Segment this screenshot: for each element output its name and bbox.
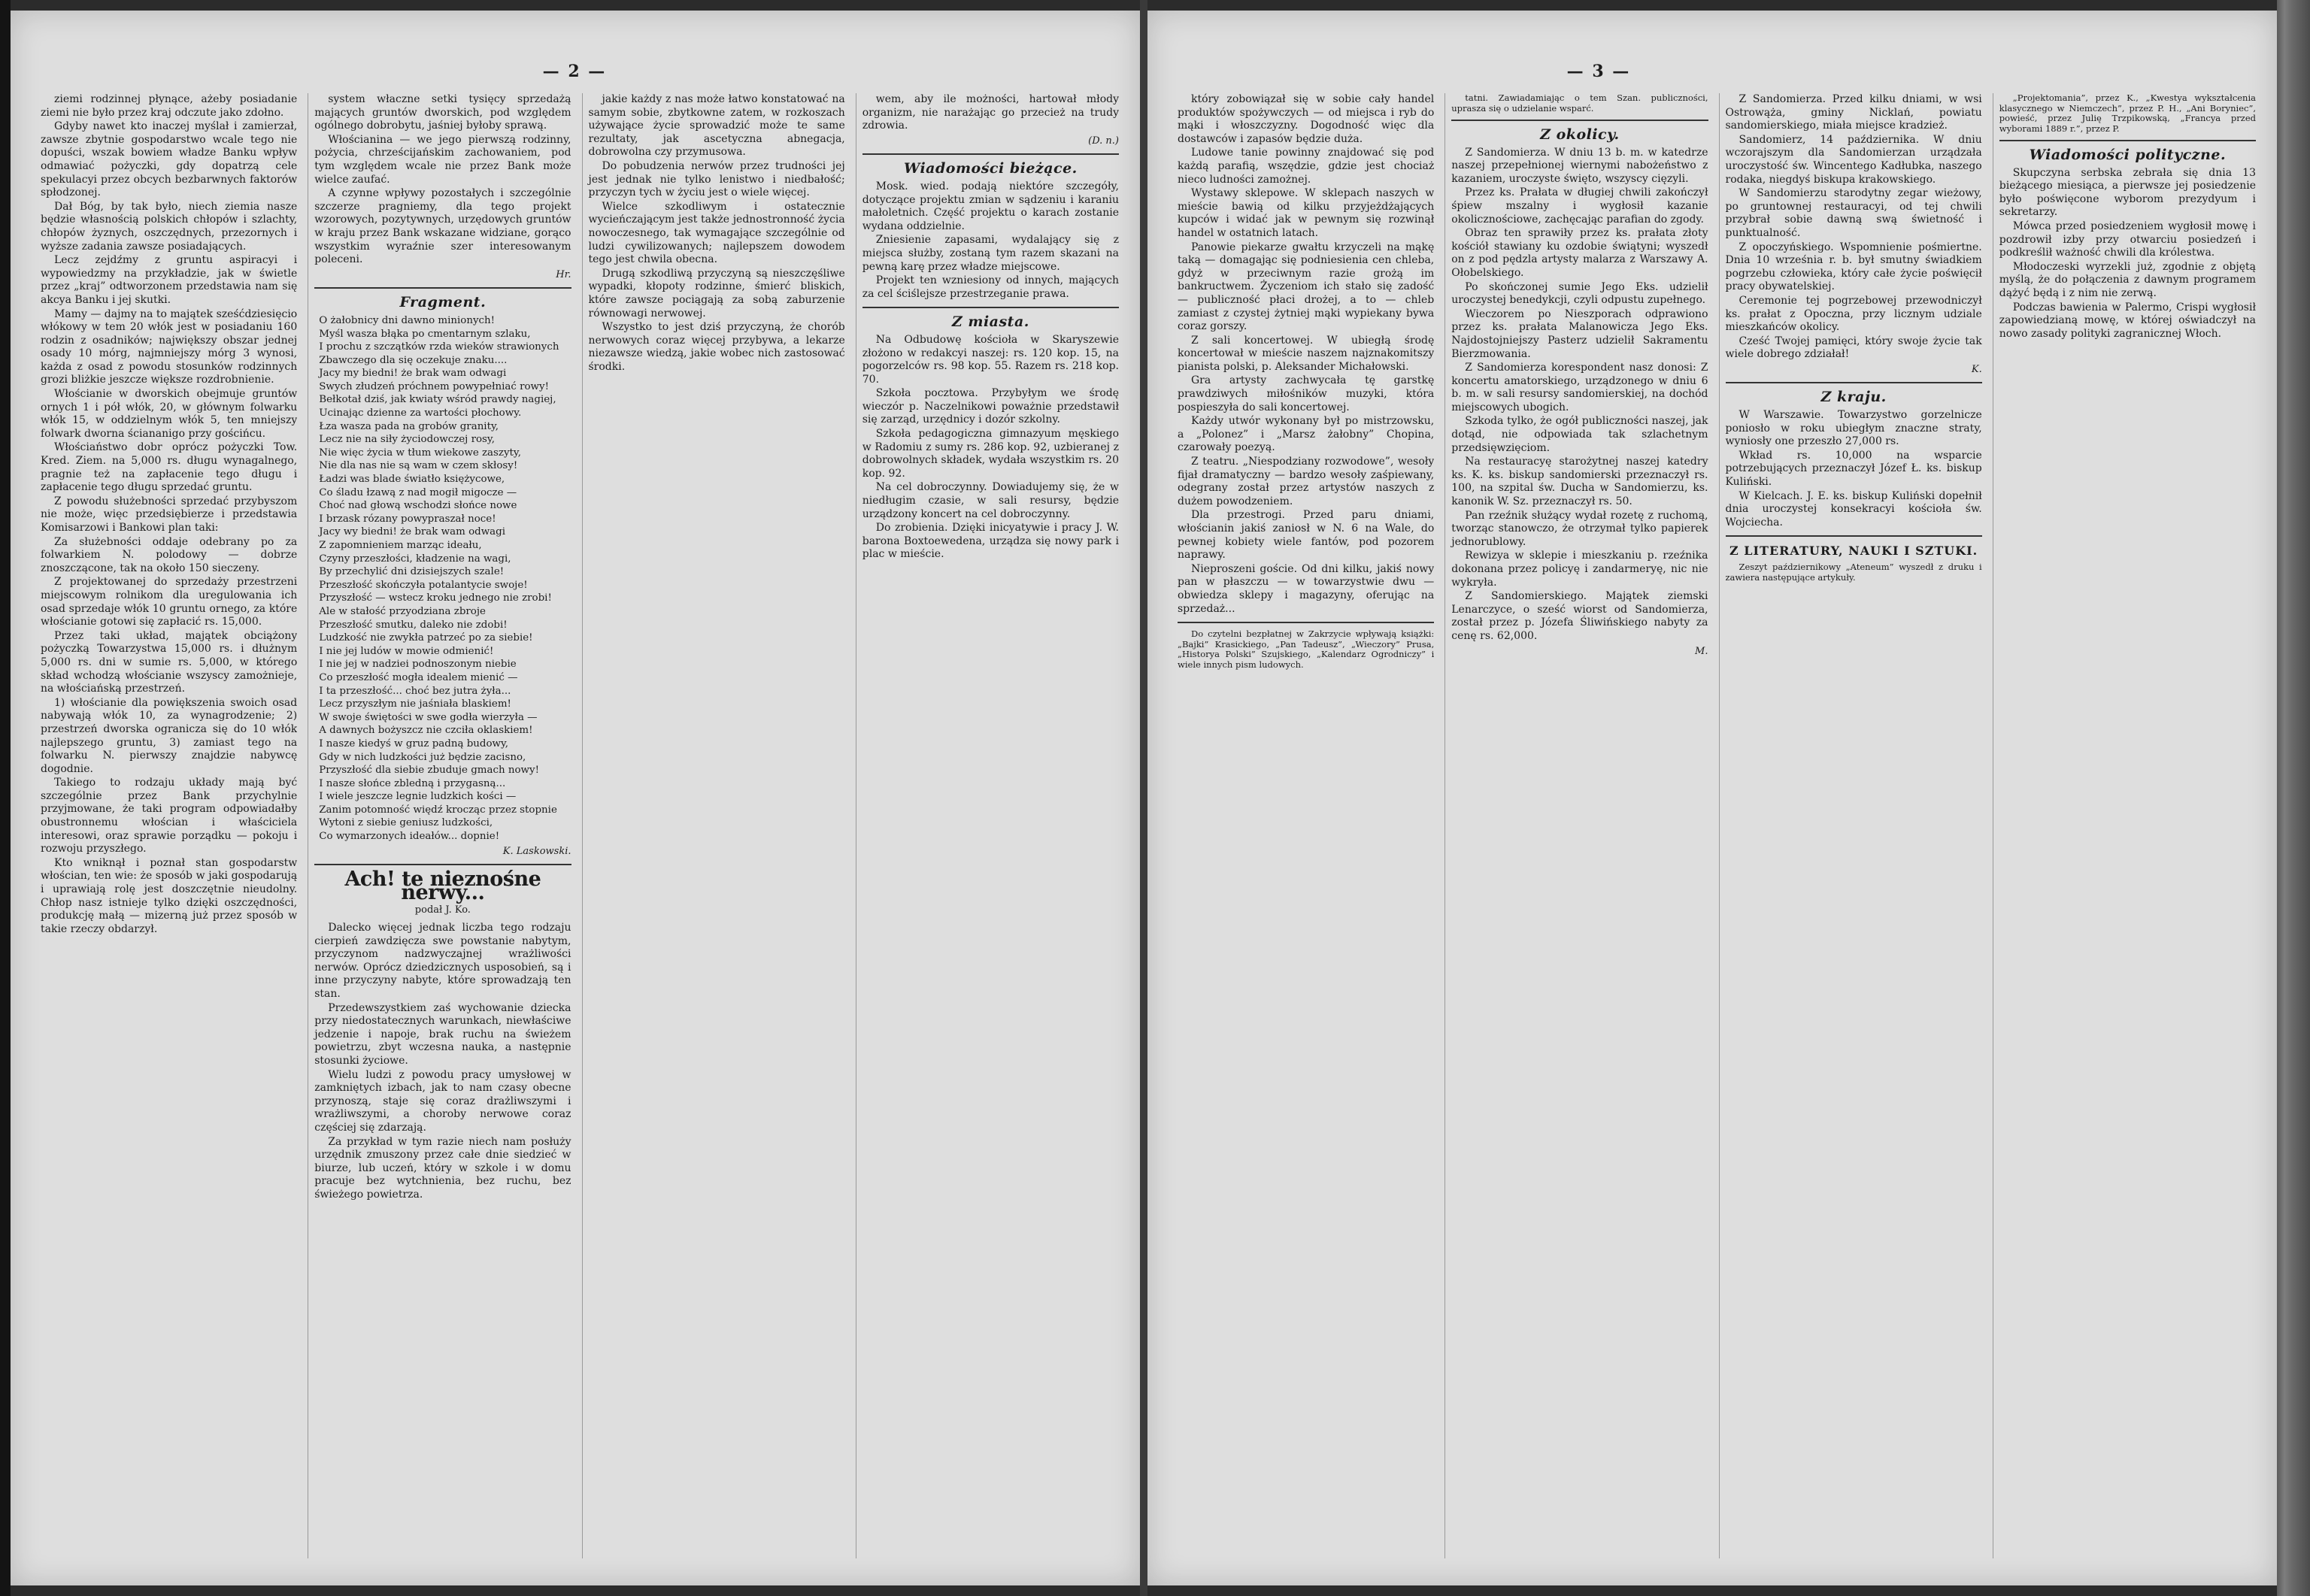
poem-line: Jacy my biedni! że brak wam odwagi: [319, 368, 507, 380]
poem-line: Swych złudzeń próchnem powypełniać rowy!: [319, 380, 549, 392]
paragraph: Rewizya w sklepie i mieszkaniu p. rzeźnika dokonana przez policyę i zandarmeryę, nic nie wykryła.: [1451, 550, 1708, 589]
poem-line: O żałobnicy dni dawno minionych!: [319, 314, 496, 326]
paragraph: Przez taki układ, majątek obciążony pożyczką Towarzystwa 15,000 rs. i dłużnym 5,000 rs. dni w sumie rs. 5,000, w którego skład wchodzą włościanie wszyscy zamożnieje, na włościańską przestrzeń.: [41, 629, 298, 695]
fragment-poem: [314, 314, 571, 843]
divider: [1999, 140, 2256, 141]
paragraph: Wystawy sklepowe. W sklepach naszych w mieście bawią od kilku przyjeżdżających kupców i widać jak w pewnym się rozwinął handel w ostatnich latach.: [1178, 187, 1435, 239]
divider: [1726, 535, 1982, 537]
continued-note: (D. n.): [1088, 135, 1119, 147]
column-5: [1178, 93, 1434, 1558]
paragraph: Do pobudzenia nerwów przez trudności jej jest jednak nie tylko lenistwo i niedbałość; przyczyn tych w życiu jest o wiele więcej.: [588, 159, 845, 199]
poem-line: I ta przeszłość... choć bez jutra żyła...: [319, 685, 511, 697]
paragraph: Panowie piekarze gwałtu krzyczeli na mąkę taką — domagając się podniesienia cen chleba, gdyż w przeciwnym razie grożą im bankructwem. Życzeniom ich stało się zadość — publiczność płaci drożej, a to — chleb zamiast z czystej żytniej mąki wypiekany bywa coraz gorszy.: [1178, 241, 1435, 333]
paragraph: Po skończonej sumie Jego Eks. udzielił uroczystej benedykcji, czyli odpustu zupełnego.: [1451, 280, 1708, 307]
paragraph: Z opoczyńskiego. Wspomnienie pośmiertne. Dnia 10 września r. b. był smutny świadkiem pogrzebu człowieka, który całe życie poświęcił pracy obywatelskiej.: [1725, 241, 1982, 293]
paragraph: W Warszawie. Towarzystwo gorzelnicze poniosło w roku ubiegłym znaczne straty, wyniosły one przeszło 27,000 rs.: [1725, 409, 1982, 448]
poem-line: Nie dla nas nie są wam w czem skłosy!: [319, 460, 518, 472]
paragraph: Wkład rs. 10,000 na wsparcie potrzebujących przeznaczył Józef Ł. ks. biskup Kuliński.: [1725, 449, 1982, 489]
region-heading: Z okolicy.: [1540, 126, 1620, 143]
poem-line: Myśl wasza błąka po cmentarnym szlaku,: [319, 328, 531, 340]
paragraph: Mówca przed posiedzeniem wygłosił mowę i pozdrowił izby przy otwarciu posiedzeń i podkreślił ważność chwili dla królestwa.: [1999, 220, 2256, 259]
paragraph: Wielce szkodliwym i ostatecznie wycieńczającym jest także jednostronność życia nowoczesnego, tak wymagające szczególnie od ludzi cywilizowanych; najlepszem dowodem tego jest chwila obecna.: [588, 200, 845, 266]
poem-line: Jacy wy biedni! że brak wam odwagi: [319, 526, 505, 538]
poem-line: Co wymarzonych ideałów... dopnie!: [319, 831, 500, 843]
paragraph: system właczne setki tysięcy sprzedażą mających gruntów dworskich, pod względem ogólnego dobrobytu, jaśniej byłoby sprawą.: [314, 93, 571, 132]
signature: Hr.: [556, 268, 571, 280]
page-right: [1147, 11, 2277, 1585]
column-7: [1719, 93, 1982, 1558]
poem-line: I nie jej w nadziei podnoszonym niebie: [319, 659, 517, 671]
poem-line: Gdy w nich ludzkości już będzie zacisno,: [319, 751, 526, 763]
book-edge-right: [2277, 0, 2310, 1596]
city-heading: Z miasta.: [951, 313, 1029, 331]
paragraph: „Projektomania”, przez K., „Kwestya wykształcenia klasycznego w Niemczech”, przez P. H., „Ani Boryniec”, powieść, przez Julię Trzpikowską, „Francya przed wyborami 1889 r.”, przez P.: [1999, 93, 2256, 134]
columns-right: [1178, 93, 2256, 1558]
divider: [1726, 382, 1982, 383]
paragraph: Z sali koncertowej. W ubiegłą środę koncertował w mieście naszem najznakomitszy pianista polski, p. Aleksander Michałowski.: [1178, 334, 1435, 373]
paragraph: Z projektowanej do sprzedaży przestrzeni miejscowym rolnikom dla uregulowania ich osad sprzedaje włók 10 gruntu ornego, za które włościanie gotowi się zapłacić rs. 15,000.: [41, 576, 298, 628]
paragraph: Z Sandomierza. W dniu 13 b. m. w katedrze naszej przepełnionej wiernymi nabożeństwo z kazaniem, uroczyste święto, wszyscy cięzyli.: [1451, 146, 1708, 185]
current-news-heading: Wiadomości bieżące.: [903, 160, 1078, 177]
poem-line: I nasze słońce zbledną i przygasną...: [319, 777, 506, 789]
poem-line: Choć nad głową wschodzi słońce nowe: [319, 500, 517, 512]
paragraph: W Kielcach. J. E. ks. biskup Kuliński dopełnił dnia uroczystej konsekracyi kościoła św. Wojciecha.: [1725, 489, 1982, 528]
poem-line: Zanim potomność więdź krocząc przez stopnie: [319, 804, 557, 816]
divider: [314, 864, 571, 865]
paragraph: Na cel dobroczynny. Dowiadujemy się, że w niedługim czasie, w sali resursy, będzie urządzony koncert na cel dobroczynny.: [862, 481, 1119, 520]
poem-line: Przeszłość smutku, daleko nie zdobi!: [319, 619, 508, 631]
column-1: [41, 93, 297, 1558]
poem-line: By przechylić dni dzisiejszych szale!: [319, 566, 505, 578]
paragraph: Z Sandomierskiego. Majątek ziemski Lenarczyce, o sześć wiorst od Sandomierza, został przez p. Józefa Śliwińskiego nabyty za cenę rs. 62,000.: [1451, 590, 1708, 642]
paragraph: Gdyby nawet kto inaczej myślał i zamierzał, zawsze zbytnie gospodarstwo wcale tego nie dopuści, wszak bowiem władze Banku wpływ odmawiać pożyczki, gdy dopatrzą cele spekulacyi przez obcych bezbarwnych faktorów spłodzonej.: [41, 120, 298, 199]
page-number-right: — 3 —: [1566, 62, 1631, 81]
poem-line: Czyny przeszłości, kładzenie na wagi,: [319, 553, 511, 565]
literature-heading: Z LITERATURY, NAUKI I SZTUKI.: [1729, 544, 1978, 559]
paragraph: Z Sandomierza korespondent nasz donosi: Z koncertu amatorskiego, urządzonego w dniu 6 b. m. w sali resursy sandomierskiej, na dochód miejscowych ubogich.: [1451, 362, 1708, 413]
poem-line: Przyszłość dla siebie zbuduje gmach nowy!: [319, 765, 539, 777]
paragraph: Dalecko więcej jednak liczba tego rodzaju cierpień zawdzięcza swe powstanie nabytym, przyczynom nadzwyczajnej wrażliwości nerwów. Oprócz dziedzicznych usposobień, są i inne przyczyny nabyte, które sprowadzają ten stan.: [314, 922, 571, 1000]
signature: M.: [1695, 645, 1708, 657]
page-number-left: — 2 —: [542, 62, 607, 81]
column-4: [856, 93, 1119, 1558]
paragraph: wem, aby ile możności, hartował młody organizm, nie narażając go przecież na trudy zdrowia.: [862, 93, 1119, 132]
paragraph: Na Odbudowę kościoła w Skaryszewie złożono w redakcyi naszej: rs. 120 kop. 15, na pogorzelców rs. 98 kop. 55. Razem rs. 218 kop. 70.: [862, 333, 1119, 386]
poem-line: W swoje świętości w swe godła wierzyła —: [319, 711, 538, 723]
poem-line: Ładzi was blade światło księżycowe,: [319, 474, 505, 486]
paragraph: Młodoczeski wyrzekli już, zgodnie z objętą myślą, że do połączenia z dawnym programem dążyć będą i z nim nie zerwą.: [1999, 260, 2256, 299]
paragraph: tatni. Zawiadamiając o tem Szan. publiczności, uprasza się o udzielanie wsparć.: [1451, 93, 1708, 114]
paragraph: Podczas bawienia w Palermo, Crispi wygłosił zapowiedzianą mowę, w której oświadczył na nowo zasady polityki zagranicznej Włoch.: [1999, 301, 2256, 340]
column-3: [582, 93, 845, 1558]
fragment-heading: Fragment.: [399, 294, 487, 311]
poem-line: Zbawczego dla się oczekuje znaku....: [319, 354, 508, 366]
political-news-heading: Wiadomości polityczne.: [2029, 147, 2227, 163]
paragraph: Zniesienie zapasami, wydalający się z miejsca służby, zostaną tym razem skazani na pewną karę przez władze miejscowe.: [862, 234, 1119, 273]
paragraph: Szkoda tylko, że ogół publiczności naszej, jak dotąd, nie odpowiada tak szlachetnym przedsięwzięciom.: [1451, 415, 1708, 454]
poem-line: I brzask rózany powypraszał noce!: [319, 513, 496, 525]
paragraph: Z teatru. „Niespodziany rozwodowe”, wesoły fijał dramatyczny — bardzo wesoły zaśpiewany, odegrany został przez artystów naszych z dużem powodzeniem.: [1178, 456, 1435, 507]
divider: [1178, 622, 1434, 623]
divider: [314, 287, 571, 289]
paragraph: Cześć Twojej pamięci, który swoje życie tak wiele dobrego zdziałał!: [1725, 335, 1982, 361]
book-gutter: [1140, 0, 1147, 1596]
paragraph: Gra artysty zachwycała tę garstkę prawdziwych miłośników muzyki, która pospieszyła do sali koncertowej.: [1178, 374, 1435, 413]
poem-line: Przeszłość skończyła potalantycie swoje!: [319, 579, 528, 591]
poem-line: I nie jej ludów w mowie odmienić!: [319, 645, 494, 657]
column-8: [1993, 93, 2256, 1558]
poem-line: Ale w stałość przyodziana zbroje: [319, 605, 486, 617]
paragraph: Nieproszeni goście. Od dni kilku, jakiś nowy pan w płaszczu — w towarzystwie dwu — obwiedza sklepy i magazyny, oferując na sprzedaż...: [1178, 562, 1435, 615]
paragraph: Takiego to rodzaju układy mają być szczególnie przez Bank przychylnie przyjmowane, że taki program odpowiadałby obustronnemu włościan i właściciela interesowi, oraz sprawie porządku — pokoju i rozwoju przyszłego.: [41, 777, 298, 856]
paragraph: W Sandomierzu starodytny zegar wieżowy, po gruntownej restauracyi, od tej chwili przybrał sobie dawną swą świetność i punktualność.: [1725, 187, 1982, 239]
paragraph: 1) włościanie dla powiększenia swoich osad nabywają włók 10, za wynagrodzenie; 2) przestrzeń dworska ogranicza się do 10 włók najlepszego gruntu, 3) zamiast tego na folwarku N. pierwszy znajdzie nabywcę dogodnie.: [41, 696, 298, 775]
paragraph: Wielu ludzi z powodu pracy umysłowej w zamkniętych izbach, jak to nam czasy obecne przynoszą, staje się coraz drażliwszymi i wrażliwszymi, a choroby nerwowe coraz częściej się zdarzają.: [314, 1068, 571, 1134]
paragraph: Pan rzeźnik służący wydał rozetę z ruchomą, tworząc stanowczo, że otrzymał tylko papierek jednorublowy.: [1451, 509, 1708, 548]
paragraph: Wieczorem po Nieszporach odprawiono przez ks. prałata Malanowicza Jego Eks. Najdostojniejszy Pasterz udzielił Sakramentu Bierzmowania.: [1451, 307, 1708, 360]
paragraph: jakie każdy z nas może łatwo konstatować na samym sobie, zbytkowne zatem, w rozkoszach używające życie sprowadzić może te same rezultaty, jak ascetyczna abnegacja, dobrowolna czy przymusowa.: [588, 93, 845, 159]
paragraph: Mamy — dajmy na to majątek sześćdziesięcio włókowy w tem 20 włók jest w posiadaniu 160 rodzin z osadników; największy obszar jednej osady 10 mórg, najmniejszy mórg 3 wynosi, każda z osad z powodu stosunków rodzinnych grozi bliżkie jeszcze większe rozdrobnienie.: [41, 307, 298, 386]
paragraph: który zobowiązał się w sobie cały handel produktów spożywczych — od miejsca i ryb do mąki i włoszczyzny. Dogodność więc dla dostawców i zapasów będzie duża.: [1178, 93, 1435, 145]
paragraph: Skupczyna serbska zebrała się dnia 13 bieżącego miesiąca, a pierwsze jej posiedzenie było poświęcone wyborom prezydyum i sekretarzy.: [1999, 166, 2256, 219]
paragraph: Za przykład w tym razie niech nam posłuży urzędnik zmuszony przez całe dnie siedzieć w biurze, lub uczeń, który w szkole i w domu pracuje bez wytchnienia, bez ruchu, bez świeżego powietrza.: [314, 1135, 571, 1201]
poem-line: Wytoni z siebie geniusz ludzkości,: [319, 817, 493, 829]
poem-line: I prochu z szczątków rzda wieków strawionych: [319, 341, 559, 353]
paragraph: Szkoła pocztowa. Przybyłym we środę wieczór p. Naczelnikowi poważnie przedstawił się zarząd, urzędnicy i dozór szkolny.: [862, 387, 1119, 426]
paragraph: Do zrobienia. Dzięki inicyatywie i pracy J. W. barona Boxtoewedena, urządza się nowy park i plac w mieście.: [862, 522, 1119, 561]
poem-line: Co przeszłość mogła idealem mienić —: [319, 671, 518, 683]
poem-line: Ucinając dzienne za wartości płochowy.: [319, 407, 522, 419]
paragraph: Dał Bóg, by tak było, niech ziemia nasze będzie własnością polskich chłopów i szlachty, chłopów żyznych, oszczędnych, przezornych i wyższe zadania zawsze posiadających.: [41, 200, 298, 253]
column-6: [1445, 93, 1708, 1558]
paragraph: Zeszyt październikowy „Ateneum” wyszedł z druku i zawiera następujące artykuły.: [1725, 562, 1982, 583]
poem-line: Co śladu łzawą z nad mogił migocze —: [319, 486, 517, 498]
paragraph: Z powodu służebności sprzedać przybyszom nie może, więc przedsiębierze i przedstawia Komisarzowi i Bankowi plan taki:: [41, 495, 298, 534]
poem-line: Z zapomnieniem marząc ideału,: [319, 540, 482, 551]
paragraph: ziemi rodzinnej płynące, ażeby posiadanie ziemi nie było przez kraj odczute jako zdołno.: [41, 93, 298, 119]
paragraph: Sandomierz, 14 października. W dniu wczorajszym dla Sandomierzan urządzała uroczystość św. Wincentego Kadłubka, naszego rodaka, niegdyś biskupa krakowskiego.: [1725, 133, 1982, 186]
paragraph: Lecz zejdźmy z gruntu aspiracyi i wypowiedzmy na przykładzie, jak w świetle przez „kraj” odtworzonem przedstawia nam się akcya Banku i jej skutki.: [41, 254, 298, 306]
paragraph: Ludowe tanie powinny znajdować się pod każdą parafią, wszędzie, gdzie jest chociaż nieco ludności zamożnej.: [1178, 147, 1435, 186]
poem-line: Łza wasza pada na grobów granity,: [319, 420, 499, 432]
page-left: [11, 11, 1140, 1585]
country-heading: Z kraju.: [1820, 389, 1887, 406]
poem-line: I wiele jeszcze legnie ludzkich kości —: [319, 791, 517, 803]
paragraph: Projekt ten wzniesiony od innych, mających za cel ściślejsze przestrzeganie prawa.: [862, 274, 1119, 300]
paragraph: Włościanie w dworskich obejmuje gruntów ornych 1 i pół włók, 20, w głównym folwarku włók 15, w oddzielnym włók 5, ten mniejszy folwark dworna ściananigo przy gościńcu.: [41, 388, 298, 440]
paragraph: Dla przestrogi. Przed paru dniami, włościanin jakiś zaniosł w N. 6 na Wale, do pewnej kobiety wiele fantów, pod pozorem naprawy.: [1178, 509, 1435, 562]
paragraph: Drugą szkodliwą przyczyną są nieszczęśliwe wypadki, kłopoty rodzinne, śmierć bliskich, które zawsze pociągają za sobą zaburzenie równowagi nerwowej.: [588, 267, 845, 320]
poem-line: Nie więc życia w tłum wiekowe zaszyty,: [319, 447, 521, 459]
book-edge-left: [0, 0, 11, 1596]
poem-signature: K. Laskowski.: [502, 845, 571, 857]
paragraph: Na restauracyę starożytnej naszej katedry ks. K. ks. biskup sandomierski przeznaczył rs. 100, na szpital św. Ducha w Sandomierzu, ks. kanonik W. Sz. przeznaczył rs. 50.: [1451, 456, 1708, 508]
column-2: [308, 93, 571, 1558]
poem-line: Lecz nie na siły życiodowczej rosy,: [319, 434, 495, 446]
divider: [862, 153, 1119, 155]
paragraph: Wszystko to jest dziś przyczyną, że chorób nerwowych coraz więcej przybywa, a lekarze niezawsze wiedzą, jakie wobec nich zastosować środki.: [588, 321, 845, 373]
divider: [862, 307, 1119, 308]
signature: K.: [1971, 363, 1982, 375]
divider: [1451, 120, 1708, 121]
paragraph: Za służebności oddaje odebrany po za folwarkiem N. polodowy — dobrze znoszczącone, tak na około 150 sieczeny.: [41, 535, 298, 574]
paragraph: Kto wniknął i poznał stan gospodarstw włościan, ten wie: że sposób w jaki gospodarują i uprawiają rolę jest doszczętnie nieudolny. Chłop nasz istnieje tylko dzięki oszczędności, produkcję małą — mizerną już przez sposób w takie rzeczy obdarzył.: [41, 856, 298, 935]
paragraph: Włościaństwo dobr oprócz pożyczki Tow. Kred. Ziem. na 5,000 rs. długu wynagalnego, pragnie też na zapłacenie tego długu i zapłacenie tego długu sprzedać gruntu.: [41, 441, 298, 494]
paragraph: Włościanina — we jego pierwszą rodzinny, pożycia, chrześcijańskim zachowaniem, pod tym względem wcale nie przez Bank może wielce zaufać.: [314, 133, 571, 186]
poem-line: Ludzkość nie zwykła patrzeć po za siebie!: [319, 632, 533, 644]
poem-line: Przyszłość — wstecz kroku jednego nie zrobi!: [319, 592, 552, 604]
poem-line: A dawnych bożyszcz nie czciła oklaskiem!: [319, 725, 533, 737]
columns-left: [41, 93, 1119, 1558]
poem-line: Bełkotał dziś, jak kwiaty wśród prawdy nagiej,: [319, 394, 556, 406]
paragraph: Obraz ten sprawiły przez ks. prałata złoty kościół stawiany ku ozdobie świątyni; wyszedł on z pod pędzla artysty malarza z Warszawy A. Ołobelskiego.: [1451, 227, 1708, 279]
paragraph: Każdy utwór wykonany był po mistrzowsku, a „Polonez” i „Marsz żałobny” Chopina, czarowały poezyą.: [1178, 415, 1435, 454]
poem-line: I nasze kiedyś w gruz padną budowy,: [319, 737, 509, 750]
paragraph: Ceremonie tej pogrzebowej przewodniczył ks. prałat z Opoczna, przy licznym udziale mieszkańców okolicy.: [1725, 294, 1982, 334]
paragraph: Mosk. wied. podają niektóre szczegóły, dotyczące projektu zmian w sądzeniu i karaniu małoletnich. Część projektu o karach zostanie wydana oddzielnie.: [862, 180, 1119, 232]
paragraph: Przez ks. Prałata w długiej chwili zakończył śpiew mszalny i wygłosił kazanie okolicznościowe, zachęcając parafian do zgody.: [1451, 186, 1708, 226]
paragraph: Szkoła pedagogiczna gimnazyum męskiego w Radomiu z sumy rs. 286 kop. 92, uzbieranej z dobrowolnych składek, wydała wszystkim rs. 20 kop. 92.: [862, 428, 1119, 480]
poem-line: Lecz przyszłym nie jaśniała blaskiem!: [319, 698, 511, 710]
paragraph: A czynne wpływy pozostałych i szczególnie szczerze pragniemy, dla tego projekt wzorowych, pozytywnych, urzędowych gruntów w kraju przez Bank wskazane widziane, gorąco wszystkim wyraźnie szer interesowanym poleceni.: [314, 187, 571, 266]
paragraph: Z Sandomierza. Przed kilku dniami, w wsi Ostrowąża, gminy Nicklań, powiatu sandomierskiego, miała miejsce kradzież.: [1725, 93, 1982, 132]
paragraph: Przedewszystkiem zaś wychowanie dziecka przy niedostatecznych warunkach, niewłaściwe jedzenie i napoje, brak ruchu na świeżem powietrzu, zbyt wczesna nauka, a następnie stosunki życiowe.: [314, 1001, 571, 1067]
library-notice: Do czytelni bezpłatnej w Zakrzycie wpływają książki: „Bajki” Krasickiego, „Pan Tadeusz”, „Wieczory” Prusa, „Historya Polski” Szujskiego, „Kalendarz Ogrodniczy” i wiele innych pism ludowych.: [1178, 628, 1435, 670]
nerves-heading: Ach! te nieznośne nerwy...: [344, 868, 541, 904]
byline: podał J. Ko.: [414, 904, 471, 916]
